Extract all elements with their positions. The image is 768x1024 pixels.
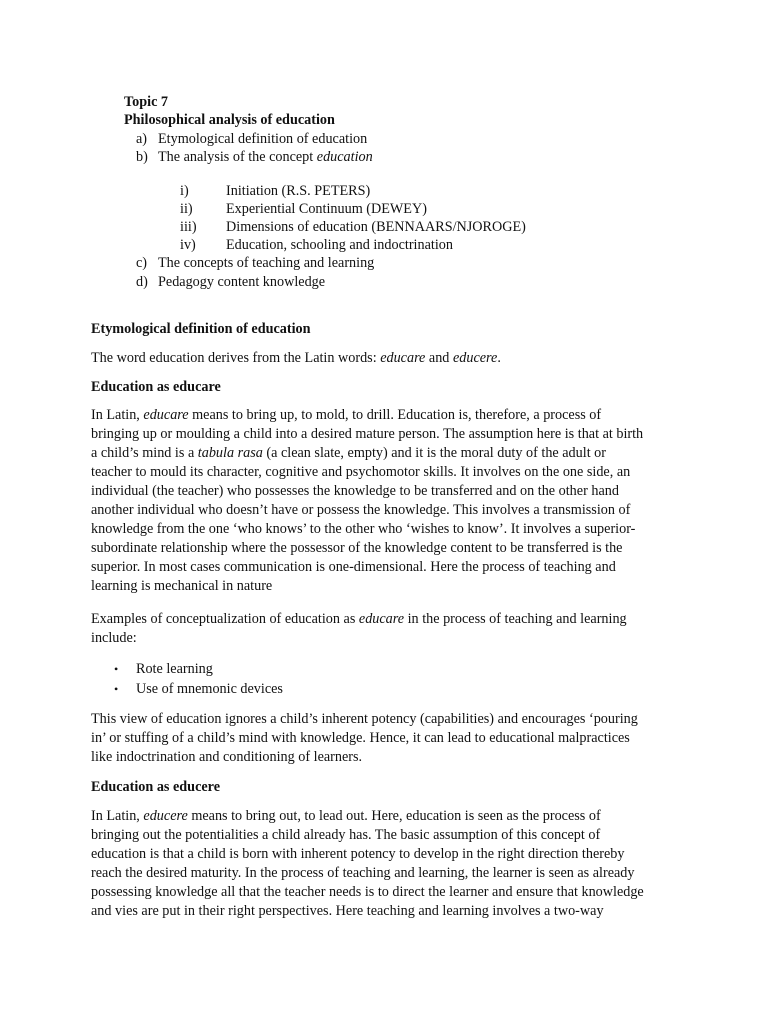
- intro-emphasis-educare: educare: [380, 350, 426, 366]
- text-line: subordinate relationship where the possessor of the knowledge content to be transferred is the: [91, 540, 623, 556]
- text-line: [91, 406, 691, 425]
- paragraph-educere: [91, 807, 691, 921]
- topic-title: Philosophical analysis of education: [124, 112, 335, 128]
- outline-item-c: c): [136, 255, 148, 271]
- text-line: individual (the teacher) who possesses the knowledge to be transferred and on the other hand: [91, 483, 619, 499]
- outline-item-a-text: Etymological definition of education: [158, 131, 368, 147]
- sublist-item-i: Initiation (R.S. PETERS): [226, 183, 371, 199]
- sublist-item-iv: Education, schooling and indoctrination: [226, 237, 453, 253]
- text-emphasis: educare: [143, 407, 189, 423]
- paragraph-view: [91, 710, 691, 767]
- text-line: knowledge from the one ‘who knows’ to the other who ‘wishes to know’. It involves a superior-: [91, 521, 636, 537]
- text-line: in’ or stuffing of a child’s mind with knowledge. Hence, it can lead to educational malpractices: [91, 730, 630, 746]
- outline-marker: a): [136, 131, 148, 147]
- text-span: means to bring up, to mold, to drill. Education is, therefore, a process of: [188, 407, 602, 423]
- text-line: [91, 610, 691, 629]
- text-emphasis: educere: [143, 808, 188, 824]
- text-span: Examples of conceptualization of education as: [91, 611, 359, 627]
- bullet-item-rote-learning: Rote learning: [136, 661, 213, 677]
- text-line: possessing knowledge all that the teacher needs is to direct the learner and ensure that knowledge: [91, 884, 644, 900]
- outline-marker: b): [136, 149, 148, 165]
- topic-label: Topic 7: [124, 94, 169, 110]
- intro-period: .: [497, 350, 501, 366]
- text-span: means to bring out, to lead out. Here, education is seen as the process of: [187, 808, 601, 824]
- text-span: in the process of teaching and learning: [404, 611, 627, 627]
- section-heading-etymology: Etymological definition of education: [91, 321, 311, 337]
- outline-text: The analysis of the concept: [158, 149, 317, 165]
- outline-item-a: [136, 130, 147, 149]
- intro-text: The word education derives from the Latin words:: [91, 350, 381, 366]
- text-line: superior. In most cases communication is one-dimensional. Here the process of teaching and: [91, 559, 616, 575]
- text-line: include:: [91, 630, 137, 646]
- bullet-icon: •: [114, 662, 119, 676]
- text-line: [91, 444, 691, 463]
- outline-item-d-text: Pedagogy content knowledge: [158, 274, 326, 290]
- outline-item-c-text: The concepts of teaching and learning: [158, 255, 375, 271]
- paragraph-examples: [91, 610, 691, 648]
- outline-item-b: [136, 148, 148, 167]
- text-line: education is that a child is born with inherent potency to develop in the right direction thereby: [91, 846, 625, 862]
- text-line: This view of education ignores a child’s inherent potency (capabilities) and encourages ‘pouring: [91, 711, 638, 727]
- text-line: [91, 807, 691, 826]
- text-line: bringing out the potentialities a child already has. The basic assumption of this concept of: [91, 827, 601, 843]
- text-line: and vies are put in their right perspectives. Here teaching and learning involves a two-way: [91, 903, 604, 919]
- paragraph-educare: [91, 406, 691, 596]
- text-span: (a clean slate, empty) and it is the moral duty of the adult or: [262, 445, 606, 461]
- outline-emphasis: education: [316, 149, 373, 165]
- intro-emphasis-educere: educere: [452, 350, 498, 366]
- intro-text-and: and: [425, 350, 453, 366]
- text-line: learning is mechanical in nature: [91, 578, 273, 594]
- outline-item-d: d): [136, 274, 148, 290]
- text-span: In Latin,: [91, 407, 144, 423]
- subheading-educere: Education as educere: [91, 779, 221, 795]
- text-span: In Latin,: [91, 808, 144, 824]
- text-span: a child’s mind is a: [91, 445, 198, 461]
- sublist-marker-iii: iii): [180, 219, 197, 235]
- subheading-educare: Education as educare: [91, 379, 221, 395]
- text-emphasis: tabula rasa: [197, 445, 263, 461]
- sublist-item-ii: Experiential Continuum (DEWEY): [226, 201, 427, 217]
- sublist-marker-iv: iv): [180, 237, 196, 253]
- text-line: like indoctrination and conditioning of learners.: [91, 749, 363, 765]
- bullet-icon: •: [114, 682, 119, 696]
- sublist-marker-ii: ii): [180, 201, 193, 217]
- text-line: another individual who doesn’t have or possess the knowledge. This involves a transmission of: [91, 502, 631, 518]
- text-emphasis: educare: [358, 611, 405, 627]
- sublist-marker-i: i): [180, 183, 189, 199]
- text-line: teacher to mould its character, cognitive and psychomotor skills. It involves on the one side, an: [91, 464, 631, 480]
- sublist-item-iii: Dimensions of education (BENNAARS/NJOROGE): [226, 219, 526, 235]
- text-line: reach the desired maturity. In the process of teaching and learning, the learner is seen as already: [91, 865, 635, 881]
- text-line: bringing up or moulding a child into a desired mature person. The assumption here is that at birth: [91, 426, 644, 442]
- bullet-item-mnemonic: Use of mnemonic devices: [136, 681, 283, 697]
- outline-item-b-text: [158, 148, 373, 167]
- etymology-intro: [91, 349, 501, 368]
